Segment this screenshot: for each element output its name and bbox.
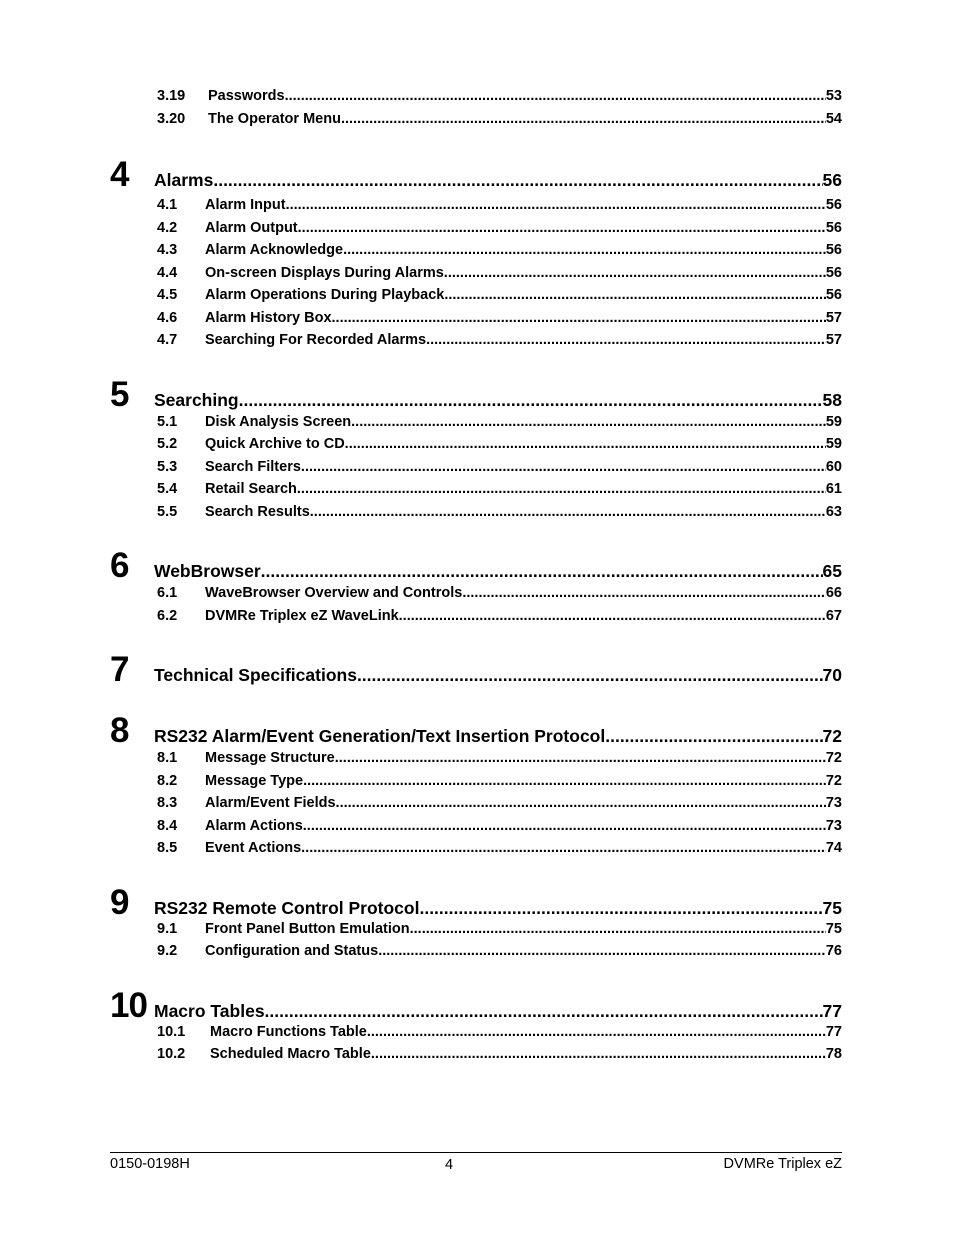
chapter-number: 6 — [110, 546, 130, 585]
toc-entry-10-1[interactable] — [110, 1024, 842, 1047]
toc-entry-title: Message Type — [205, 772, 304, 789]
toc-entry-page: 78 — [825, 1046, 842, 1062]
chapter-page: 70 — [822, 665, 842, 685]
chapter-page: 58 — [822, 389, 842, 410]
toc-entry-8-3[interactable] — [110, 795, 842, 818]
toc-entry-title: Quick Archive to CD — [205, 436, 345, 452]
toc-chapter-5[interactable] — [110, 375, 842, 414]
toc-entry-title: Alarm History Box — [205, 309, 332, 326]
dot-leader — [444, 265, 826, 281]
toc-entry-number: 4.5 — [157, 287, 178, 303]
toc-entry-5-4[interactable] — [110, 481, 842, 504]
chapter-title: Alarms — [154, 170, 214, 190]
toc-entry-number: 4.7 — [157, 332, 178, 348]
dot-leader — [310, 504, 826, 520]
dot-leader — [301, 459, 826, 475]
chapter-title: WebBrowser — [154, 561, 261, 581]
dot-leader — [265, 1001, 823, 1022]
toc-chapter-8[interactable] — [110, 711, 842, 750]
toc-entry-page: 56 — [825, 264, 842, 281]
dot-leader — [297, 481, 826, 497]
toc-entry-5-2[interactable] — [110, 436, 842, 459]
chapter-number: 10 — [110, 985, 147, 1024]
toc-entry-title: DVMRe Triplex eZ WaveLink — [205, 607, 399, 624]
toc-entry-4-3[interactable] — [110, 242, 842, 265]
chapter-number: 5 — [110, 374, 130, 414]
chapter-number: 9 — [110, 882, 130, 921]
chapter-number: 7 — [110, 650, 130, 689]
toc-entry-page: 75 — [825, 920, 842, 937]
toc-entry-page: 61 — [825, 481, 842, 497]
toc-entry-8-5[interactable] — [110, 840, 842, 863]
toc-entry-title: Macro Functions Table — [210, 1023, 367, 1040]
dot-leader — [399, 608, 826, 624]
dot-leader — [444, 287, 826, 303]
toc-entry-10-2[interactable] — [110, 1046, 842, 1069]
toc-entry-page: 60 — [825, 458, 842, 475]
dot-leader — [462, 585, 826, 601]
toc-entry-number: 5.1 — [157, 413, 178, 430]
toc-entry-title: Scheduled Macro Table — [210, 1046, 371, 1062]
chapter-title: Technical Specifications — [154, 665, 357, 685]
dot-leader — [345, 436, 826, 452]
dot-leader — [332, 310, 826, 326]
toc-entry-title: On-screen Displays During Alarms — [205, 264, 444, 281]
toc-entry-page: 76 — [825, 943, 842, 959]
toc-entry-page: 72 — [825, 772, 842, 789]
toc-entry-title: Alarm Actions — [205, 817, 303, 834]
toc-entry-number: 4.6 — [157, 309, 178, 326]
chapter-page: 72 — [822, 726, 842, 746]
toc-entry-4-7[interactable] — [110, 332, 842, 355]
toc-entry-number: 5.3 — [157, 458, 178, 475]
toc-entry-6-2[interactable] — [110, 608, 842, 631]
chapter-page: 75 — [822, 897, 842, 918]
toc-chapter-6[interactable] — [110, 546, 842, 585]
toc-entry-page: 56 — [825, 219, 842, 236]
toc-entry-8-2[interactable] — [110, 773, 842, 796]
toc-entry-title: The Operator Menu — [208, 110, 341, 127]
toc-entry-number: 10.2 — [157, 1046, 186, 1062]
toc-entry-number: 5.4 — [157, 481, 178, 497]
toc-entry-title: Passwords — [208, 88, 285, 104]
toc-entry-title: Searching For Recorded Alarms — [205, 332, 427, 348]
dot-leader — [303, 818, 826, 834]
toc-entry-number: 8.2 — [157, 772, 178, 789]
toc-entry-3-20[interactable] — [110, 111, 842, 134]
toc-entry-number: 4.2 — [157, 219, 178, 236]
chapter-number: 4 — [110, 155, 130, 194]
toc-entry-number: 9.2 — [157, 943, 178, 959]
chapter-page: 56 — [822, 170, 842, 190]
toc-entry-4-4[interactable] — [110, 265, 842, 288]
toc-entry-number: 4.1 — [157, 197, 178, 213]
toc-entry-page: 57 — [825, 332, 842, 348]
toc-entry-4-2[interactable] — [110, 220, 842, 243]
toc-entry-number: 4.4 — [157, 264, 178, 281]
dot-leader — [335, 750, 826, 766]
toc-entry-4-5[interactable] — [110, 287, 842, 310]
dot-leader — [239, 390, 823, 411]
toc-entry-4-1[interactable] — [110, 197, 842, 220]
dot-leader — [336, 795, 826, 811]
toc-entry-3-19[interactable] — [110, 88, 842, 111]
toc-entry-page: 63 — [825, 503, 842, 520]
toc-entry-page: 57 — [825, 309, 842, 326]
toc-entry-number: 9.1 — [157, 920, 178, 937]
chapter-title: RS232 Alarm/Event Generation/Text Insertion Protocol — [154, 726, 606, 746]
toc-entry-number: 5.5 — [157, 503, 178, 520]
table-of-contents — [110, 88, 842, 1069]
toc-entry-5-1[interactable] — [110, 414, 842, 437]
toc-entry-page: 77 — [825, 1023, 842, 1040]
footer-doc-number: 0150-0198H — [110, 1156, 190, 1172]
toc-entry-page: 73 — [825, 795, 842, 811]
toc-entry-title: Message Structure — [205, 750, 335, 766]
toc-entry-title: Alarm/Event Fields — [205, 795, 336, 811]
dot-leader — [410, 921, 826, 937]
dot-leader — [371, 1046, 826, 1062]
dot-leader — [285, 88, 826, 104]
toc-entry-number: 8.4 — [157, 817, 178, 834]
dot-leader — [351, 414, 826, 430]
chapter-title: Macro Tables — [154, 1000, 265, 1021]
toc-entry-title: Event Actions — [205, 840, 302, 856]
toc-entry-number: 8.3 — [157, 795, 178, 811]
toc-entry-page: 67 — [825, 607, 842, 624]
toc-entry-page: 56 — [825, 197, 842, 213]
toc-entry-title: WaveBrowser Overview and Controls — [205, 585, 463, 601]
toc-entry-title: Alarm Operations During Playback — [205, 287, 445, 303]
toc-entry-title: Retail Search — [205, 481, 297, 497]
toc-entry-page: 56 — [825, 287, 842, 303]
toc-entry-title: Disk Analysis Screen — [205, 413, 352, 430]
dot-leader — [303, 773, 826, 789]
chapter-page: 65 — [822, 561, 842, 581]
toc-entry-4-6[interactable] — [110, 310, 842, 333]
dot-leader — [605, 726, 822, 747]
toc-entry-6-1[interactable] — [110, 585, 842, 608]
toc-entry-page: 73 — [825, 817, 842, 834]
dot-leader — [367, 1024, 826, 1040]
toc-entry-page: 53 — [825, 88, 842, 104]
chapter-number: 8 — [110, 711, 130, 750]
toc-entry-9-2[interactable] — [110, 943, 842, 966]
footer-product: DVMRe Triplex eZ — [723, 1156, 842, 1172]
toc-entry-title: Search Filters — [205, 458, 301, 475]
dot-leader — [419, 898, 822, 919]
toc-entry-number: 4.3 — [157, 242, 178, 258]
toc-entry-number: 6.2 — [157, 607, 178, 624]
toc-entry-page: 59 — [825, 413, 842, 430]
toc-entry-title: Configuration and Status — [205, 943, 379, 959]
toc-entry-title: Search Results — [205, 503, 310, 520]
toc-entry-page: 56 — [825, 242, 842, 258]
toc-entry-number: 8.1 — [157, 750, 178, 766]
toc-entry-title: Alarm Acknowledge — [205, 242, 344, 258]
toc-entry-page: 59 — [825, 436, 842, 452]
dot-leader — [426, 332, 826, 348]
toc-entry-5-5[interactable] — [110, 504, 842, 527]
toc-entry-title: Alarm Output — [205, 219, 298, 236]
toc-chapter-7[interactable] — [110, 650, 842, 689]
toc-entry-page: 72 — [825, 750, 842, 766]
toc-entry-number: 8.5 — [157, 840, 178, 856]
toc-entry-page: 54 — [825, 110, 842, 127]
toc-entry-8-4[interactable] — [110, 818, 842, 841]
dot-leader — [357, 665, 823, 686]
toc-entry-5-3[interactable] — [110, 459, 842, 482]
toc-entry-title: Alarm Input — [205, 197, 286, 213]
toc-chapter-4[interactable] — [110, 155, 842, 197]
dot-leader — [261, 561, 823, 582]
toc-entry-title: Front Panel Button Emulation — [205, 920, 410, 937]
toc-chapter-10[interactable] — [110, 986, 842, 1024]
toc-entry-number: 3.20 — [157, 110, 186, 127]
toc-entry-number: 3.19 — [157, 88, 186, 104]
dot-leader — [378, 943, 826, 959]
dot-leader — [301, 840, 826, 856]
chapter-title: RS232 Remote Control Protocol — [154, 897, 420, 918]
toc-entry-number: 6.1 — [157, 585, 178, 601]
dot-leader — [343, 242, 826, 258]
toc-entry-page: 66 — [825, 585, 842, 601]
chapter-page: 77 — [822, 1000, 842, 1021]
page-footer — [110, 1152, 842, 1172]
footer-page-number: 4 — [445, 1157, 454, 1173]
dot-leader — [341, 111, 826, 127]
toc-entry-8-1[interactable] — [110, 750, 842, 773]
dot-leader — [286, 197, 826, 213]
dot-leader — [213, 170, 822, 191]
toc-entry-number: 10.1 — [157, 1023, 186, 1040]
toc-entry-9-1[interactable] — [110, 921, 842, 944]
toc-entry-page: 74 — [825, 840, 842, 856]
toc-entry-number: 5.2 — [157, 436, 178, 452]
chapter-title: Searching — [154, 389, 239, 410]
toc-chapter-9[interactable] — [110, 883, 842, 921]
dot-leader — [298, 220, 826, 236]
